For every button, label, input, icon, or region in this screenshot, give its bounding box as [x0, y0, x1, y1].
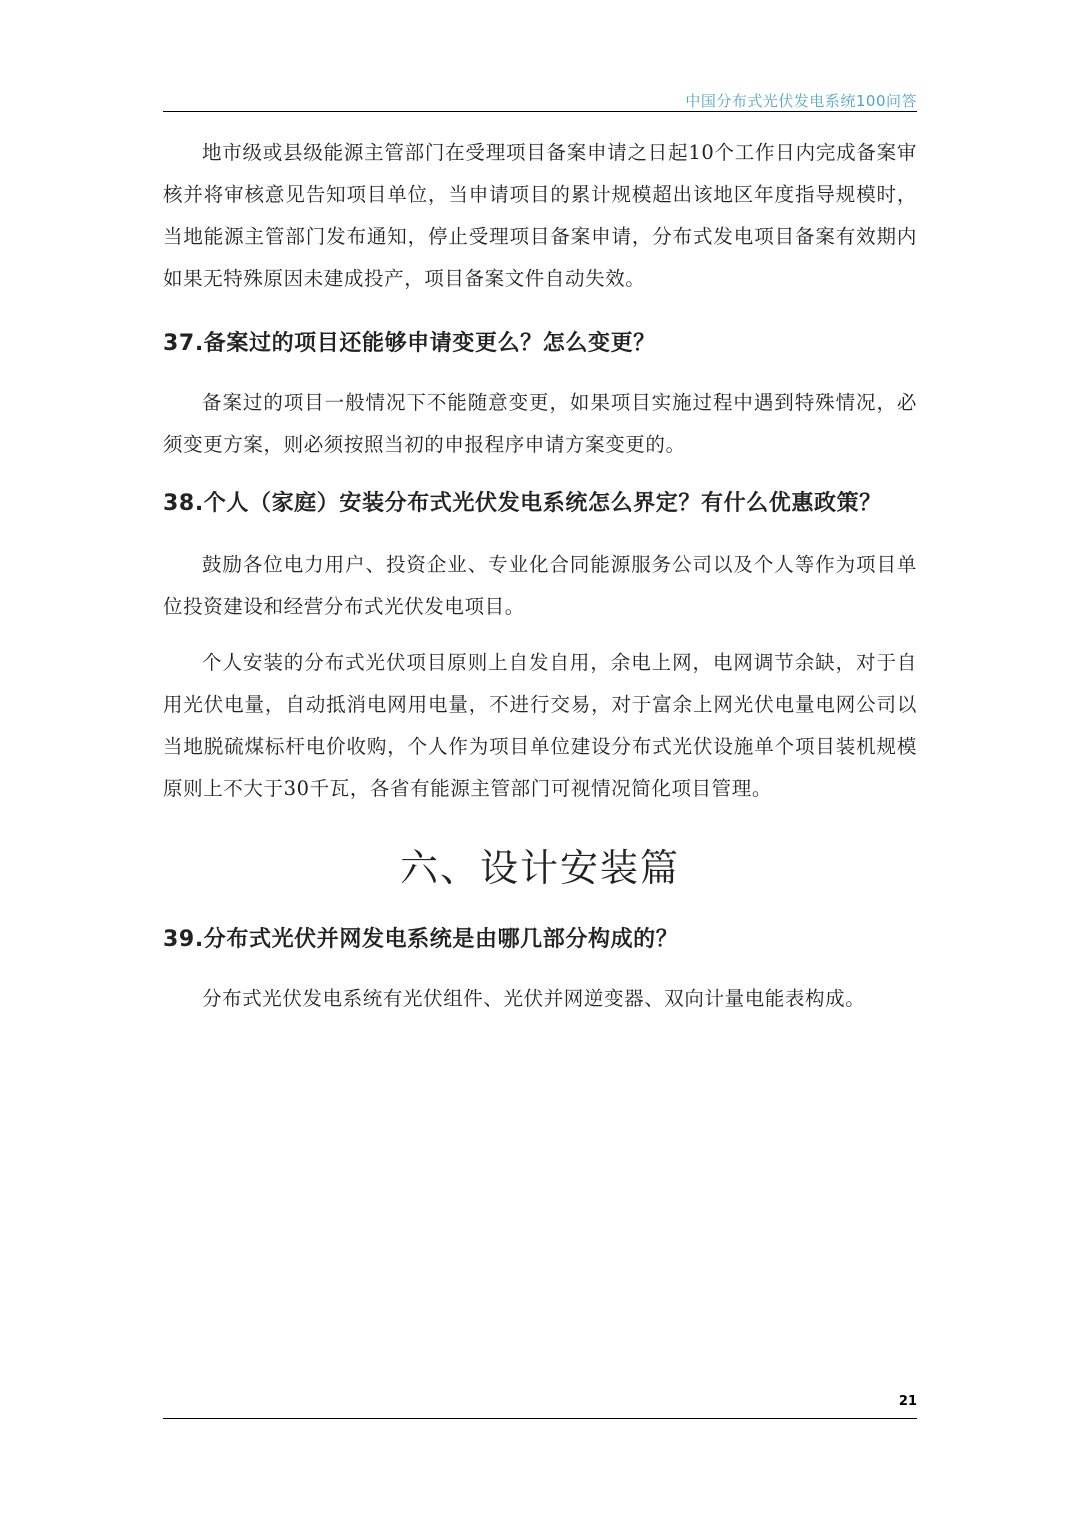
answer-39-paragraph: 分布式光伏发电系统有光伏组件、光伏并网逆变器、双向计量电能表构成。 — [202, 987, 866, 1010]
question-37-heading: 37.备案过的项目还能够申请变更么？怎么变更？ — [163, 331, 656, 356]
header-divider — [163, 111, 917, 112]
footer-divider — [163, 1418, 917, 1419]
answer-37-paragraph: 备案过的项目一般情况下不能随意变更，如果项目实施过程中遇到特殊情况，必须变更方案，则必须按照当初的申报程序申请方案变更的。 — [163, 391, 917, 456]
page-number: 21 — [898, 1394, 917, 1409]
paragraph-filing-review: 地市级或县级能源主管部门在受理项目备案申请之日起10个工作日内完成备案审核并将审核意见告知项目单位，当申请项目的累计规模超出该地区年度指导规模时，当地能源主管部门发布通知，停止受理项目备案申请，分布式发电项目备案有效期内如果无特殊原因未建成投产，项目备案文件自动失效。 — [163, 141, 917, 290]
running-header-title: 中国分布式光伏发电系统100问答 — [685, 92, 917, 110]
question-39-heading: 39.分布式光伏并网发电系统是由哪几部分构成的？ — [163, 927, 679, 952]
answer-38-paragraph-2: 个人安装的分布式光伏项目原则上自发自用，余电上网，电网调节余缺，对于自用光伏电量，自动抵消电网用电量，不进行交易，对于富余上网光伏电量电网公司以当地脱硫煤标杆电价收购，个人作为项目单位建设分布式光伏设施单个项目装机规模原则上不大于30千瓦，各省有能源主管部门可视情况简化项目管理。 — [163, 651, 917, 800]
chapter-title: 六、设计安装篇 — [399, 846, 680, 890]
answer-38-paragraph-1: 鼓励各位电力用户、投资企业、专业化合同能源服务公司以及个人等作为项目单位投资建设和经营分布式光伏发电项目。 — [163, 553, 917, 618]
question-38-heading: 38.个人（家庭）安装分布式光伏发电系统怎么界定？有什么优惠政策？ — [163, 491, 882, 516]
page-body — [163, 132, 917, 1020]
